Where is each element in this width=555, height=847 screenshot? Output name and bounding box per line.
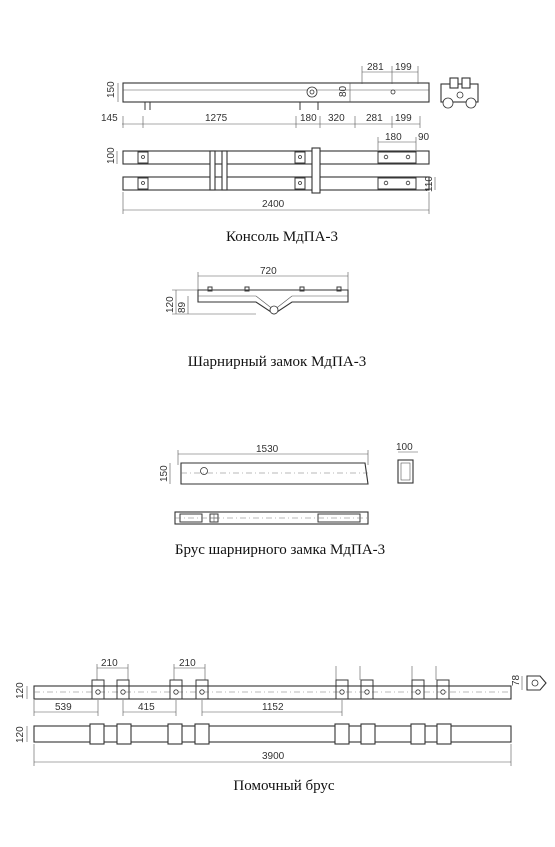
dim-110: 110 <box>424 176 435 192</box>
aux-beam-drawing <box>15 658 546 794</box>
dim-120-aux-side: 120 <box>15 682 26 699</box>
dim-120-aux-plan: 120 <box>15 726 26 743</box>
console-top-beam <box>123 83 429 102</box>
console-drawing <box>101 62 478 245</box>
dim-1530: 1530 <box>256 444 279 455</box>
dim-90: 90 <box>418 132 430 143</box>
dim-210-left: 210 <box>101 658 118 669</box>
dim-89: 89 <box>177 301 188 313</box>
dim-100-section: 100 <box>396 442 413 453</box>
dim-150-console: 150 <box>106 81 117 98</box>
hinge-beam-side <box>181 463 368 484</box>
dim-3900: 3900 <box>262 751 285 762</box>
dim-150-hinge-beam: 150 <box>159 465 170 482</box>
dim-180: 180 <box>300 113 317 124</box>
dim-320: 320 <box>328 113 345 124</box>
dim-1152: 1152 <box>262 702 284 713</box>
hinge-beam-drawing <box>159 442 418 558</box>
dim-281-top: 281 <box>367 62 384 73</box>
dim-78: 78 <box>511 674 522 686</box>
dim-199-top: 199 <box>395 62 412 73</box>
dim-210-right: 210 <box>179 658 196 669</box>
dim-415: 415 <box>138 702 155 713</box>
dim-2400: 2400 <box>262 199 285 210</box>
caption-console: Консоль МдПА-3 <box>226 229 338 245</box>
dim-120-hinge: 120 <box>165 296 176 313</box>
dim-539: 539 <box>55 702 72 713</box>
dim-100-plan: 100 <box>106 147 117 164</box>
dim-281-bottom: 281 <box>366 113 383 124</box>
dim-720: 720 <box>260 266 277 277</box>
dim-180-plan: 180 <box>385 132 402 143</box>
dim-199-bottom: 199 <box>395 113 412 124</box>
dim-1275: 1275 <box>205 113 228 124</box>
hinge-pin <box>270 306 278 314</box>
console-hole <box>391 90 395 94</box>
aux-end-bracket <box>511 674 546 690</box>
console-plan-pivot <box>312 148 320 193</box>
dim-145: 145 <box>101 113 118 124</box>
dim-80: 80 <box>338 85 349 97</box>
aux-beam-side <box>34 686 511 699</box>
hinge-lock-drawing <box>165 266 366 370</box>
caption-hinge-beam: Брус шарнирного замка МдПА-3 <box>174 542 386 558</box>
console-plan-beam-lower <box>123 177 429 190</box>
caption-aux-beam: Помочный брус <box>233 778 335 794</box>
hinge-beam-section <box>398 460 413 483</box>
console-end-bracket <box>441 78 478 108</box>
console-plan-beam-upper <box>123 151 429 164</box>
caption-hinge-lock: Шарнирный замок МдПА-3 <box>187 354 367 370</box>
